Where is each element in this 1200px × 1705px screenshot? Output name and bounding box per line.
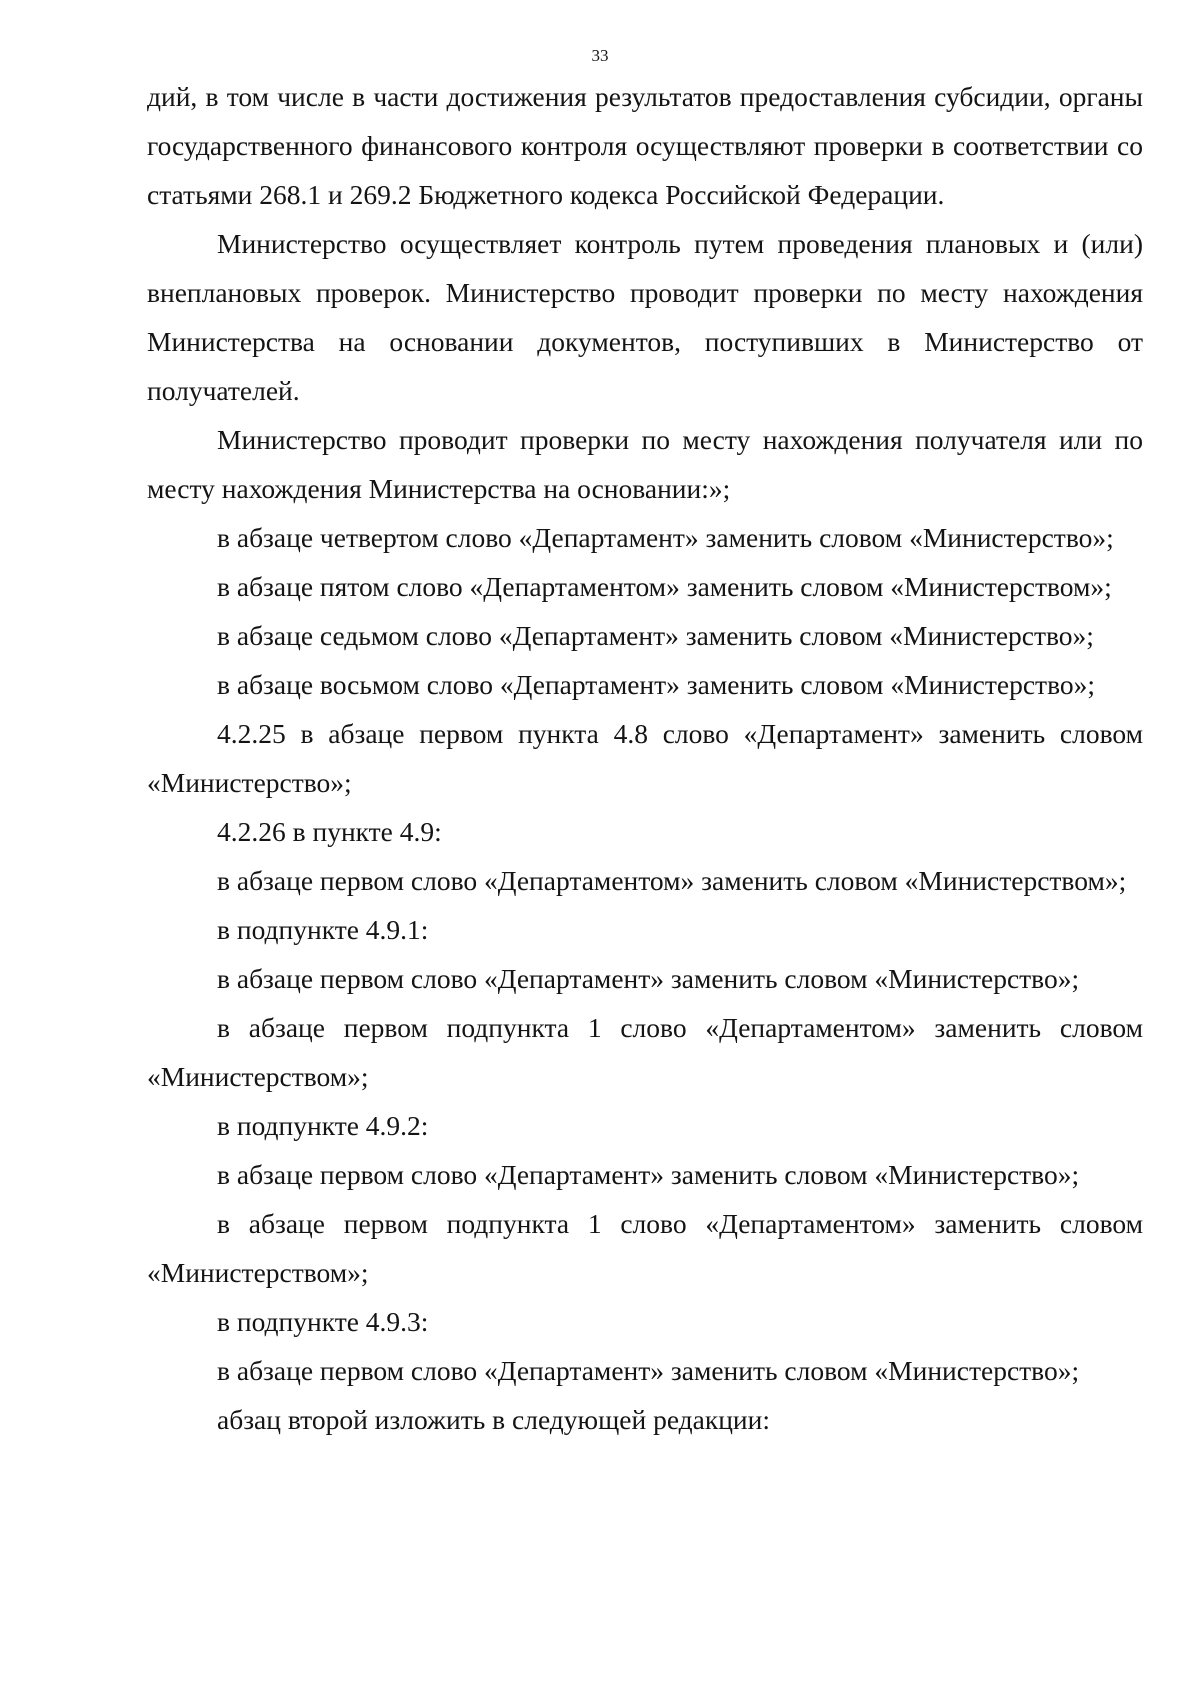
paragraph-4-9-1-first: в абзаце первом слово «Департамент» заменить словом «Министерство»; xyxy=(217,963,1080,994)
paragraph-subitem-4-9-1: в подпункте 4.9.1: xyxy=(217,914,429,945)
paragraph-4-9-2-sub1: в абзаце первом подпункта 1 слово «Департаментом» заменить словом «Министерством»; xyxy=(147,1208,1143,1288)
paragraph-subitem-4-9-3: в подпункте 4.9.3: xyxy=(217,1306,429,1337)
paragraph-item-4-2-26: 4.2.26 в пункте 4.9: xyxy=(217,816,442,847)
paragraph-second-new-wording: абзац второй изложить в следующей редакции: xyxy=(217,1404,771,1435)
paragraph-subitem-4-9-2: в подпункте 4.9.2: xyxy=(217,1110,429,1141)
paragraph-item-4-2-25: 4.2.25 в абзаце первом пункта 4.8 слово «Департамент» заменить словом «Министерство»; xyxy=(147,718,1143,798)
paragraph-4-9-3-first: в абзаце первом слово «Департамент» заменить словом «Министерство»; xyxy=(217,1355,1080,1386)
paragraph-amend-fifth: в абзаце пятом слово «Департаментом» заменить словом «Министерством»; xyxy=(217,571,1112,602)
paragraph-4-9-2-first: в абзаце первом слово «Департамент» заменить словом «Министерство»; xyxy=(217,1159,1080,1190)
paragraph-inspection-basis: Министерство проводит проверки по месту нахождения получателя или по месту нахождения Министерства на основании:»; xyxy=(147,424,1143,504)
paragraph-4-9-1-sub1: в абзаце первом подпункта 1 слово «Департаментом» заменить словом «Министерством»; xyxy=(147,1012,1143,1092)
paragraph-continuation: дий, в том числе в части достижения результатов предоставления субсидии, органы государственного финансового контроля осуществляют проверки в соответствии со статьями 268.1 и 269.2 Бюджетного кодекса Российской Федерации. xyxy=(147,81,1143,210)
page-number: 33 xyxy=(591,46,609,65)
paragraph-amend-seventh: в абзаце седьмом слово «Департамент» заменить словом «Министерство»; xyxy=(217,620,1094,651)
paragraph-amend-fourth: в абзаце четвертом слово «Департамент» заменить словом «Министерство»; xyxy=(217,522,1114,553)
paragraph-amend-first-4-9: в абзаце первом слово «Департаментом» заменить словом «Министерством»; xyxy=(217,865,1127,896)
paragraph-amend-eighth: в абзаце восьмом слово «Департамент» заменить словом «Министерство»; xyxy=(217,669,1096,700)
paragraph-control-method: Министерство осуществляет контроль путем проведения плановых и (или) внеплановых проверок. Министерство проводит проверки по месту нахождения Министерства на основании документов, поступивших в Министерство от получателей. xyxy=(147,228,1143,406)
document-body xyxy=(147,72,1143,1444)
